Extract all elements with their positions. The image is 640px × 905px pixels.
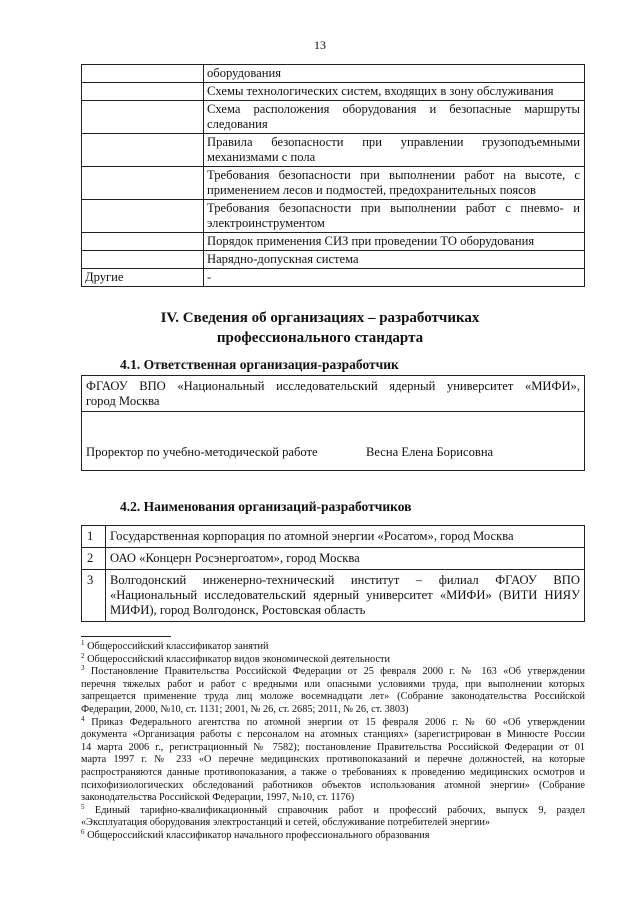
table-cell-content xyxy=(204,101,585,134)
table-cell-category xyxy=(82,251,204,269)
developer-name xyxy=(106,548,585,570)
table-row xyxy=(82,251,585,269)
footnote-line: 14 марта 2006 г., регистрационный № 7582); постановление Правительства Российской Федерации от 01 xyxy=(81,741,585,753)
responsible-org-box xyxy=(81,375,585,471)
developer-name-line: Волгодонский инженерно-технический институт – филиал ФГАОУ ВПО xyxy=(110,573,580,587)
content-line: Требования безопасности при выполнении работ с пневмо- и xyxy=(207,201,580,215)
table-cell-content xyxy=(204,83,585,101)
section-title-line2: профессионального стандарта xyxy=(216,330,424,346)
content-line: Схема расположения оборудования и безопасные маршруты xyxy=(207,102,580,116)
footnotes xyxy=(81,641,585,843)
table-row xyxy=(82,65,585,83)
developer-number: 3 xyxy=(82,570,106,622)
table-cell-category xyxy=(82,167,204,200)
developer-number: 2 xyxy=(82,548,106,570)
developer-number: 1 xyxy=(82,526,106,548)
competency-table xyxy=(81,64,585,287)
table-cell-content xyxy=(204,233,585,251)
table-cell-content xyxy=(204,269,585,287)
footnote xyxy=(81,802,585,830)
table-cell-category xyxy=(82,200,204,233)
footnote-line: документа «Организация работы с персоналом на атомных станциях» (зарегистрирован в Минюсте России xyxy=(81,729,585,741)
table-row xyxy=(82,269,585,287)
table-row xyxy=(82,167,585,200)
footnote-line: законодательства Российской Федерации, 1997, №10, ст. 1176) xyxy=(81,792,355,804)
developer-name xyxy=(106,526,585,548)
developer-name-line: Государственная корпорация по атомной энергии «Росатом», город Москва xyxy=(110,529,514,543)
table-cell-content xyxy=(204,251,585,269)
footnote xyxy=(81,827,585,843)
footnote-mark: 6 xyxy=(81,827,85,836)
footnote-divider xyxy=(81,636,171,637)
content-line: следования xyxy=(207,117,268,131)
table-cell-content xyxy=(204,65,585,83)
footnote-line: $^4$ Приказ Федерального агентства по атомной энергии от 15 февраля 2006 г. № 60 «Об утверждении xyxy=(81,714,585,728)
content-line: механизмами с пола xyxy=(207,150,316,164)
developer-name xyxy=(106,570,585,622)
org-name-line1: ФГАОУ ВПО «Национальный исследовательский ядерный университет «МИФИ», xyxy=(86,379,580,393)
developer-name-line: МИФИ), город Волгодонск, Ростовская область xyxy=(110,603,366,617)
content-line: Правила безопасности при управлении грузоподъемными xyxy=(207,135,580,149)
content-line: Порядок применения СИЗ при проведении ТО оборудования xyxy=(207,234,535,248)
footnote-mark: 3 xyxy=(81,664,85,673)
footnote-mark: 1 xyxy=(81,639,85,647)
footnote-line: марта 1997 г. № 233 «О перечне медицинских противопоказаний и перечне должностей, на которые xyxy=(81,754,585,766)
footnote-line: психофизиологических обследований работников объектов использования атомной энергии» (Собрание xyxy=(81,779,585,791)
footnote xyxy=(81,666,585,716)
footnote-line: $^2$ Общероссийский классификатор видов экономической деятельности xyxy=(81,651,391,665)
table-row xyxy=(82,101,585,134)
developer-row xyxy=(82,570,585,622)
developer-name-line: «Национальный исследовательский ядерный университет «МИФИ» (ВИТИ НИЯУ xyxy=(110,588,580,602)
footnote-line: «Эксплуатация оборудования электростанций и сетей, обслуживание потребителей энергии» xyxy=(81,817,490,829)
org-name-line2: город Москва xyxy=(86,394,160,408)
footnote-line: $^1$ Общероссийский классификатор занятий xyxy=(81,639,269,652)
table-cell-category xyxy=(82,233,204,251)
content-line: Нарядно-допускная система xyxy=(207,252,359,266)
content-line: Требования безопасности при выполнении работ на высоте, с xyxy=(207,168,580,182)
signatory-name: Весна Елена Борисовна xyxy=(366,445,494,459)
footnote-line: перечня тяжелых работ и работ с вредными или опасными условиями труда, при выполнении которых xyxy=(81,678,585,690)
section-title-line1: IV. Сведения об организациях – разработчиках xyxy=(160,310,480,326)
footnote-line: $^5$ Единый тарифно-квалификационный справочник работ и профессий рабочих, выпуск 9, раздел xyxy=(81,802,585,816)
content-line: электроинструментом xyxy=(207,216,325,230)
table-cell-content xyxy=(204,167,585,200)
table-row xyxy=(82,134,585,167)
signatory-role: Проректор по учебно-методической работе xyxy=(86,445,318,459)
developer-row xyxy=(82,526,585,548)
subheading-developers: 4.2. Наименования организаций-разработчиков xyxy=(120,499,412,514)
table-cell-content xyxy=(204,134,585,167)
footnote xyxy=(81,651,585,667)
table-row xyxy=(82,200,585,233)
content-line: применением лесов и подмостей, предохранительных поясов xyxy=(207,183,536,197)
footnote-mark: 4 xyxy=(81,714,85,723)
developers-table xyxy=(81,525,585,622)
page-number: 13 xyxy=(314,38,326,52)
section-title xyxy=(0,308,640,348)
table-cell-content xyxy=(204,200,585,233)
table-cell-category: Другие xyxy=(82,269,204,287)
content-line: - xyxy=(207,270,212,284)
table-row xyxy=(82,233,585,251)
footnote-line: Федерации, 2000, №10, ст. 1131; 2001, № 26, ст. 2685; 2011, № 26, ст. 3803) xyxy=(81,703,409,715)
footnote-line: распространяются данные противопоказания, а также о требованиях к проведению медицинских осмотров и xyxy=(81,766,585,778)
footnote xyxy=(81,641,585,654)
content-line: оборудования xyxy=(207,66,281,80)
developer-row xyxy=(82,548,585,570)
subheading-responsible-org: 4.1. Ответственная организация-разработчик xyxy=(120,357,399,372)
org-name xyxy=(82,376,584,412)
table-cell-category xyxy=(82,134,204,167)
footnote-line: $^6$ Общероссийский классификатор начального профессионального образования xyxy=(81,827,430,841)
table-cell-category xyxy=(82,101,204,134)
footnote-line: $^3$ Постановление Правительства Российской Федерации от 25 февраля 2000 г. № 163 «Об утверждении xyxy=(81,664,585,678)
footnote-line: запрещается применение труда лиц моложе восемнадцати лет» (Собрание законодательства Российской xyxy=(81,691,585,703)
footnote-mark: 2 xyxy=(81,651,85,660)
developer-name-line: ОАО «Концерн Росэнергоатом», город Москва xyxy=(110,551,360,565)
table-row xyxy=(82,83,585,101)
footnote-mark: 5 xyxy=(81,802,85,811)
table-cell-category xyxy=(82,65,204,83)
footnote xyxy=(81,714,585,805)
table-cell-category xyxy=(82,83,204,101)
content-line: Схемы технологических систем, входящих в зону обслуживания xyxy=(207,84,554,98)
